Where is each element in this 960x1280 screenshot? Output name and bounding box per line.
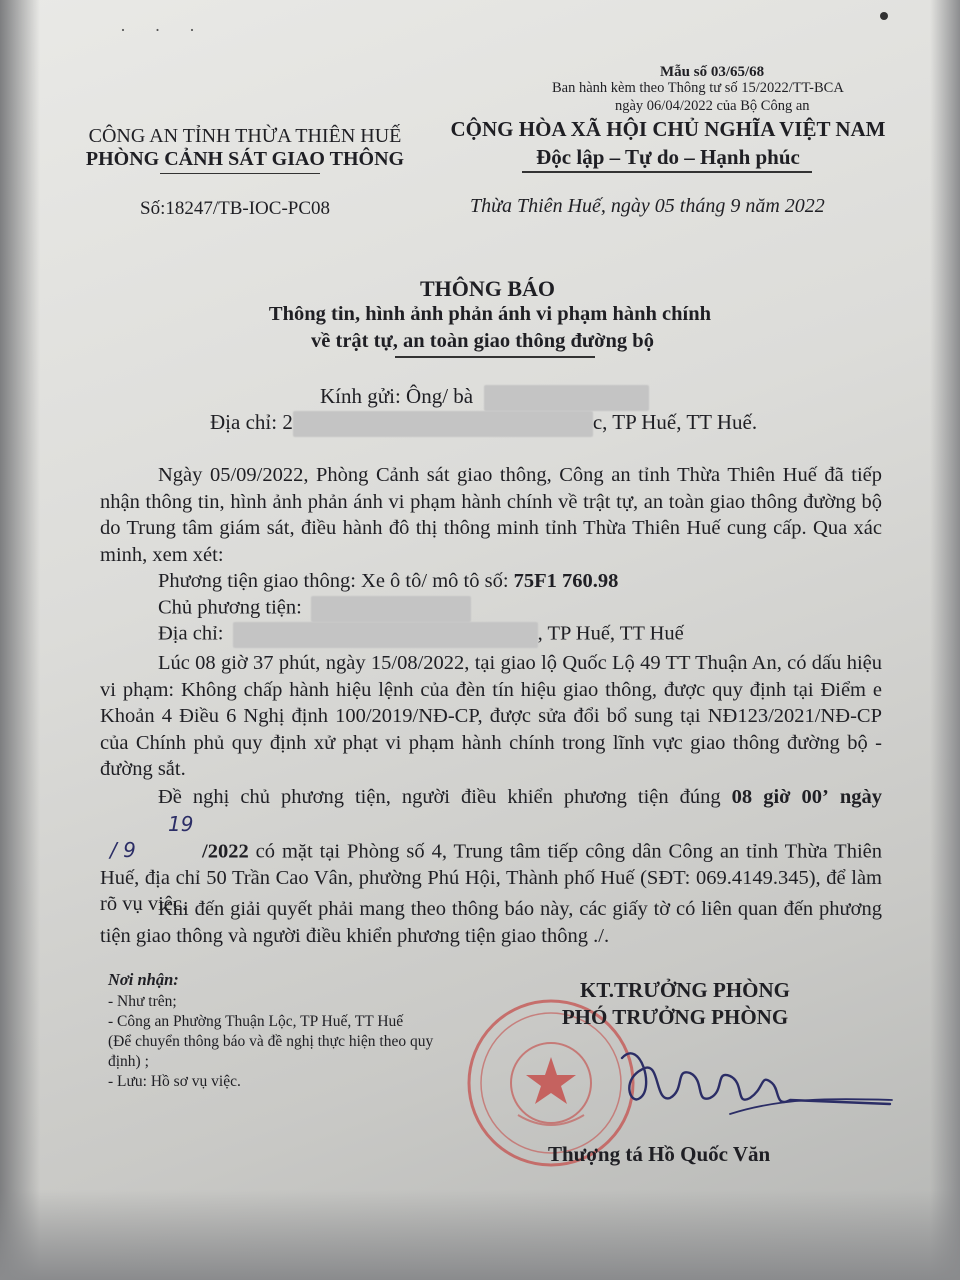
issuer-agency: CÔNG AN TỈNH THỪA THIÊN HUẾ xyxy=(88,125,402,147)
recipients-item: - Lưu: Hồ sơ vụ việc. xyxy=(108,1073,241,1090)
signer-name: Thượng tá Hồ Quốc Văn xyxy=(548,1142,771,1166)
redacted-owner-address xyxy=(233,622,538,648)
request-day-label: ngày xyxy=(839,786,883,808)
request-year: /2022 xyxy=(202,840,249,862)
owner-address-line xyxy=(158,622,684,648)
page-shadow-bottom xyxy=(0,1190,960,1280)
handwritten-signature xyxy=(600,1028,900,1128)
recipient-address-suffix: c, TP Huế, TT Huế. xyxy=(592,410,758,434)
request-time: 08 giờ 00’ xyxy=(731,786,829,808)
owner-label: Chủ phương tiện: xyxy=(158,596,302,619)
signature-title-2: PHÓ TRƯỞNG PHÒNG xyxy=(561,1005,789,1029)
form-issued-with: Ban hành kèm theo Thông tư số 15/2022/TT-BCA xyxy=(552,80,844,96)
punch-marks: · · · xyxy=(120,20,207,40)
punch-mark xyxy=(880,12,888,20)
redacted-name xyxy=(484,385,649,411)
vehicle-line xyxy=(158,570,618,593)
recipients-item: (Để chuyển thông báo và đề nghị thực hiện theo quy định) ; xyxy=(108,1033,434,1070)
request-rest: có mặt tại Phòng số 4, Trung tâm tiếp công dân Công an tỉnh Thừa Thiên Huế, địa chỉ 50 Trần Cao Vân, phường Phú Hội, Thành phố Huế (SĐT: 069.4149.345), để làm rõ vụ việc. xyxy=(100,840,883,915)
body-intro-block xyxy=(100,462,882,568)
closing-block xyxy=(100,896,882,949)
recipient-line xyxy=(320,384,649,411)
recipients-list xyxy=(108,992,463,1092)
redacted-address xyxy=(293,411,593,437)
motto-underline xyxy=(522,171,812,173)
vehicle-label: Phương tiện giao thông: Xe ô tô/ mô tô số: xyxy=(158,570,509,592)
issuer-department: PHÒNG CẢNH SÁT GIAO THÔNG xyxy=(85,148,405,170)
page-shadow-left xyxy=(0,0,40,1280)
request-lead: Đề nghị chủ phương tiện, người điều khiển phương tiện đúng xyxy=(158,786,721,808)
title-underline xyxy=(395,356,595,358)
recipient-label: Kính gửi: Ông/ bà xyxy=(320,384,474,408)
form-issued-date: ngày 06/04/2022 của Bộ Công an xyxy=(615,98,810,114)
nation-name: CỘNG HÒA XÃ HỘI CHỦ NGHĨA VIỆT NAM xyxy=(450,117,886,141)
owner-line xyxy=(158,596,471,622)
violation-text: Lúc 08 giờ 37 phút, ngày 15/08/2022, tại giao lộ Quốc Lộ 49 TT Thuận An, có dấu hiệu vi phạm: Không chấp hành hiệu lệnh của đèn tín hiệu giao thông, được quy định tại Điểm e Khoản 4 Điều 6 Nghị định 100/2019/NĐ-CP, được sửa đổi bổ sung tại NĐ123/2021/NĐ-CP của Chính phủ quy định xử phạt vi phạm hành chính trong lĩnh vực giao thông đường bộ - đường sắt. xyxy=(100,652,882,780)
notice-subtitle-1: Thông tin, hình ảnh phản ánh vi phạm hành chính xyxy=(268,303,712,325)
recipient-address-label: Địa chỉ: xyxy=(210,410,278,434)
page-shadow-right xyxy=(930,0,960,1280)
place-date: Thừa Thiên Huế, ngày 05 tháng 9 năm 2022 xyxy=(470,195,825,217)
form-number: Mẫu số 03/65/68 xyxy=(660,64,765,80)
closing-text: Khi đến giải quyết phải mang theo thông báo này, các giấy tờ có liên quan đến phương tiện giao thông và người điều khiển phương tiện giao thông ./. xyxy=(100,898,882,947)
violation-block xyxy=(100,650,882,783)
notice-subtitle-2: về trật tự, an toàn giao thông đường bộ xyxy=(311,330,654,352)
recipients-heading: Nơi nhận: xyxy=(108,970,179,989)
handwritten-date: 19 / 9 xyxy=(110,811,194,862)
nation-motto: Độc lập – Tự do – Hạnh phúc xyxy=(536,145,800,169)
owner-address-label: Địa chỉ: xyxy=(158,622,224,645)
owner-address-suffix: , TP Huế, TT Huế xyxy=(537,622,684,645)
recipient-address-line xyxy=(210,410,757,437)
signature-title-1: KT.TRƯỞNG PHÒNG xyxy=(580,978,790,1002)
recipient-address-prefix: 2 xyxy=(282,410,293,434)
recipients-item: - Công an Phường Thuận Lộc, TP Huế, TT Huế xyxy=(108,1013,404,1030)
notice-title: THÔNG BÁO xyxy=(419,276,556,301)
recipients-item: - Như trên; xyxy=(108,993,177,1010)
redacted-owner xyxy=(311,596,471,622)
body-intro: Ngày 05/09/2022, Phòng Cảnh sát giao thông, Công an tỉnh Thừa Thiên Huế đã tiếp nhận thông tin, hình ảnh phản ánh vi phạm hành chính về trật tự, an toàn giao thông đường bộ do Trung tâm giám sát, điều hành đô thị thông minh tỉnh Thừa Thiên Huế cung cấp. Qua xác minh, xem xét: xyxy=(100,464,882,566)
doc-number: Số:18247/TB-IOC-PC08 xyxy=(140,198,331,219)
issuer-underline xyxy=(160,173,320,174)
vehicle-plate: 75F1 760.98 xyxy=(513,570,619,592)
